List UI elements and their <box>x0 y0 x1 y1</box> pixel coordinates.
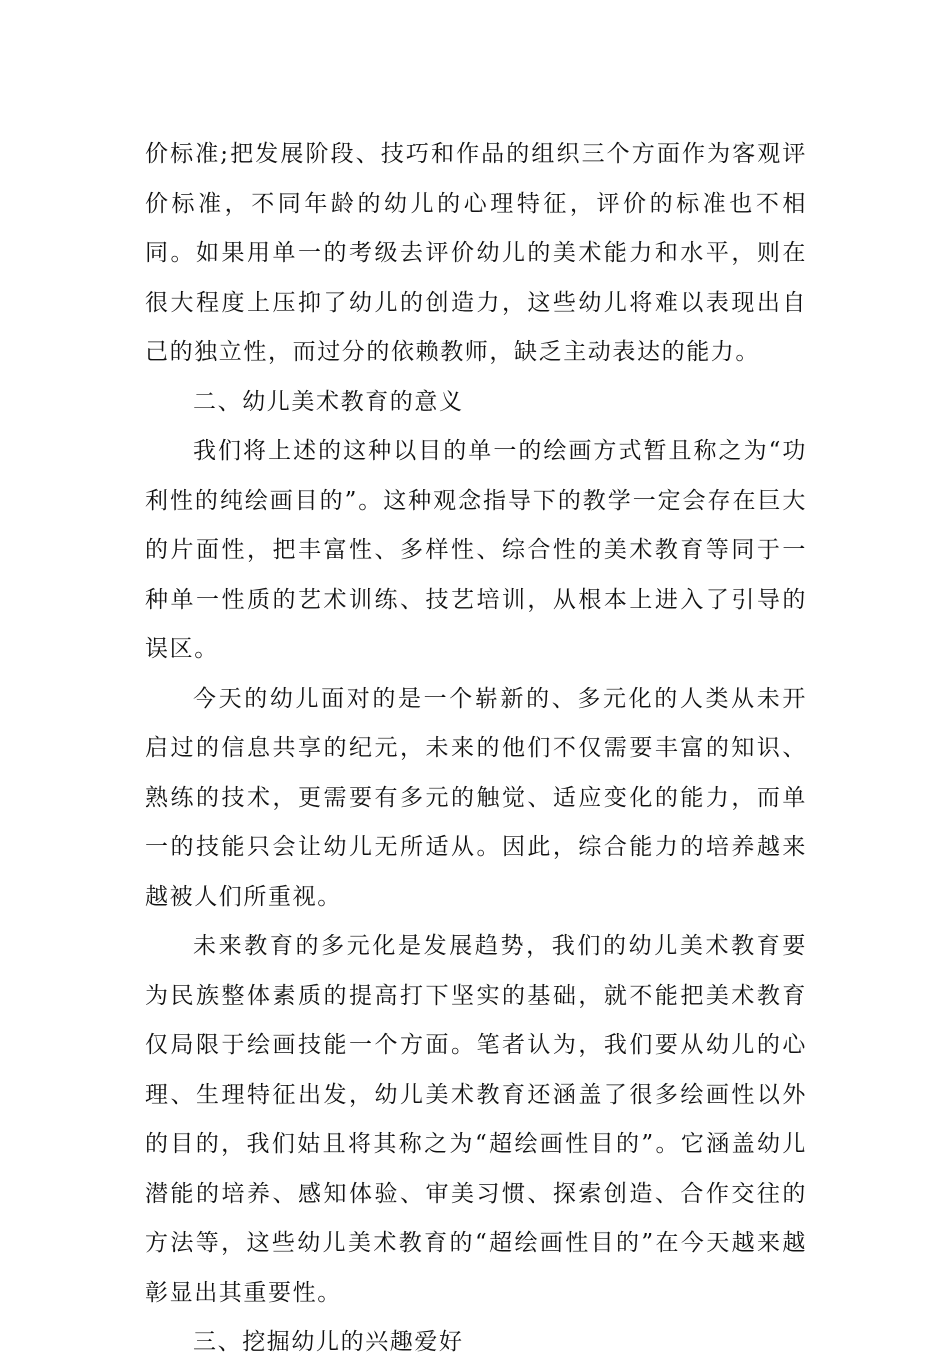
section-heading-3: 三、挖掘幼儿的兴趣爱好 <box>193 1329 464 1355</box>
document-body <box>145 130 807 1368</box>
paragraph: 我们将上述的这种以目的单一的绘画方式暂且称之为“功利性的纯绘画目的”。这种观念指导下的教学一定会存在巨大的片面性，把丰富性、多样性、综合性的美术教育等同于一种单一性质的艺术训练、技艺培训，从根本上进入了引导的误区。 <box>145 438 807 662</box>
paragraph: 未来教育的多元化是发展趋势，我们的幼儿美术教育要为民族整体素质的提高打下坚实的基础，就不能把美术教育仅局限于绘画技能一个方面。笔者认为，我们要从幼儿的心理、生理特征出发，幼儿美术教育还涵盖了很多绘画性以外的目的，我们姑且将其称之为“超绘画性目的”。它涵盖幼儿潜能的培养、感知体验、审美习惯、探索创造、合作交往的方法等，这些幼儿美术教育的“超绘画性目的”在今天越来越彰显出其重要性。 <box>145 933 807 1306</box>
section-heading-2: 二、幼儿美术教育的意义 <box>193 388 464 415</box>
paragraph: 今天的幼儿面对的是一个崭新的、多元化的人类从未开启过的信息共享的纪元，未来的他们不仅需要丰富的知识、熟练的技术，更需要有多元的触觉、适应变化的能力，而单一的技能只会让幼儿无所适从。因此，综合能力的培养越来越被人们所重视。 <box>145 685 807 910</box>
paragraph-continuation: 价标准;把发展阶段、技巧和作品的组织三个方面作为客观评价标准，不同年龄的幼儿的心理特征，评价的标准也不相同。如果用单一的考级去评价幼儿的美术能力和水平，则在很大程度上压抑了幼儿的创造力，这些幼儿将难以表现出自己的独立性，而过分的依赖教师，缺乏主动表达的能力。 <box>145 141 807 365</box>
